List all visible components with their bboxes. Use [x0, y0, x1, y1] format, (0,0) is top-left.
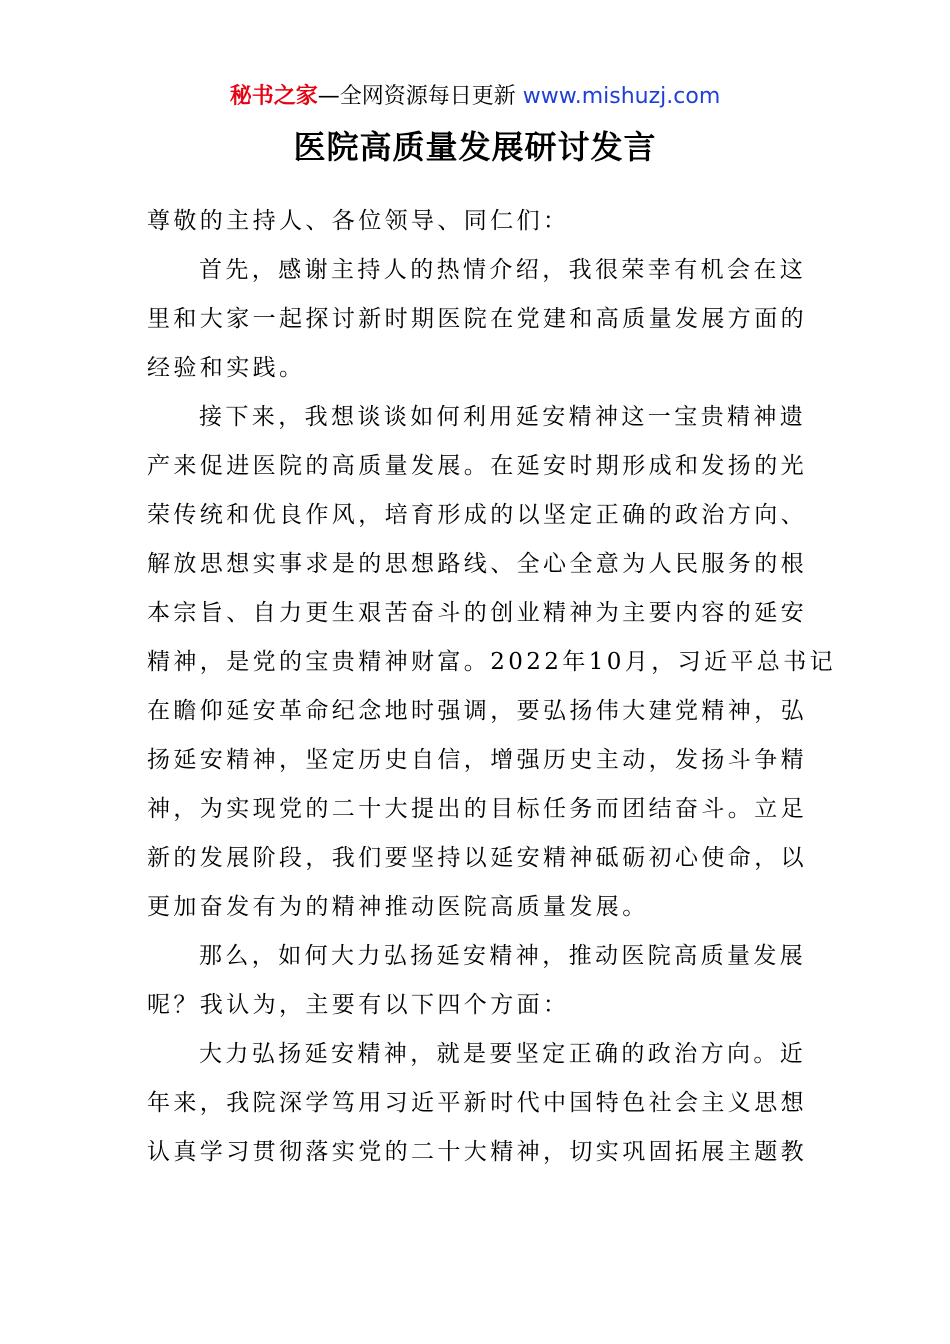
paragraph-line: 解放思想实事求是的思想路线、全心全意为人民服务的根: [147, 551, 807, 577]
site-header: [0, 80, 950, 114]
paragraph-line: 呢？我认为，主要有以下四个方面：: [147, 992, 570, 1018]
paragraph-line: 认真学习贯彻落实党的二十大精神，切实巩固拓展主题教: [147, 1139, 807, 1165]
paragraph-line: 大力弘扬延安精神，就是要坚定正确的政治方向。近: [199, 1041, 807, 1067]
paragraph-line: 产来促进医院的高质量发展。在延安时期形成和发扬的光: [147, 453, 807, 479]
document-title: 医院高质量发展研讨发言: [293, 128, 657, 166]
paragraph-line: 里和大家一起探讨新时期医院在党建和高质量发展方面的: [147, 306, 807, 332]
document-body: [147, 197, 836, 1177]
paragraph-line: 首先，感谢主持人的热情介绍，我很荣幸有机会在这: [199, 257, 807, 283]
paragraph-line: 新的发展阶段，我们要坚持以延安精神砥砺初心使命，以: [147, 845, 807, 871]
paragraph-line: 荣传统和优良作风，培育形成的以坚定正确的政治方向、: [147, 502, 807, 528]
paragraph-line: 在瞻仰延安革命纪念地时强调，要弘扬伟大建党精神，弘: [147, 698, 807, 724]
paragraph-line: 接下来，我想谈谈如何利用延安精神这一宝贵精神遗: [199, 404, 807, 430]
paragraph-line: 本宗旨、自力更生艰苦奋斗的创业精神为主要内容的延安: [147, 600, 807, 626]
header-tagline: —全网资源每日更新: [317, 84, 523, 109]
paragraph-line: 经验和实践。: [147, 355, 306, 381]
paragraph-line: 更加奋发有为的精神推动医院高质量发展。: [147, 894, 649, 920]
paragraph-line: 精神，是党的宝贵精神财富。2022年10月，习近平总书记: [147, 649, 836, 675]
paragraph-line: 年来，我院深学笃用习近平新时代中国特色社会主义思想: [147, 1090, 807, 1116]
site-url-link[interactable]: www.mishuzj.com: [522, 84, 721, 109]
brand-name: 秘书之家: [229, 84, 318, 109]
paragraph-line: 神，为实现党的二十大提出的目标任务而团结奋斗。立足: [147, 796, 807, 822]
paragraph-line: 扬延安精神，坚定历史自信，增强历史主动，发扬斗争精: [147, 747, 807, 773]
paragraph-line: 那么，如何大力弘扬延安精神，推动医院高质量发展: [199, 943, 807, 969]
salutation-line: 尊敬的主持人、各位领导、同仁们：: [147, 208, 570, 234]
